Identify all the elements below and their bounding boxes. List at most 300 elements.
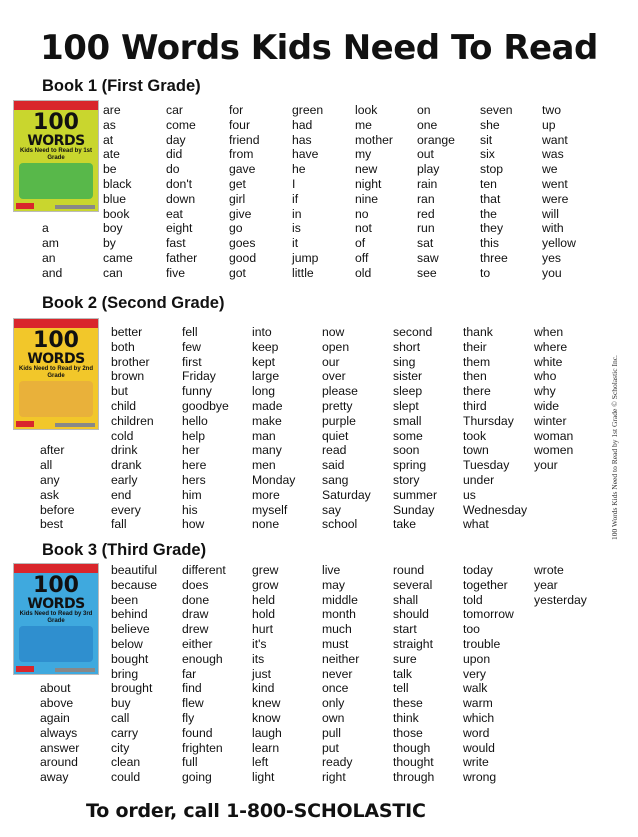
word-item: white xyxy=(534,354,563,369)
word-item: several xyxy=(393,577,433,592)
word-item: yes xyxy=(542,251,561,265)
word-item: jump xyxy=(292,251,319,265)
word-item: bring xyxy=(111,666,139,681)
word-item: thought xyxy=(393,755,434,770)
word-item: has xyxy=(292,132,312,147)
word-item: was xyxy=(542,147,564,162)
word-item: look xyxy=(355,103,378,117)
word-item: now xyxy=(322,325,345,339)
cover-subtitle: Kids Need to Read by 1st Grade xyxy=(19,148,93,161)
word-item: if xyxy=(292,191,299,206)
cover-footer xyxy=(55,205,95,209)
word-item: through xyxy=(393,770,435,785)
word-item: month xyxy=(322,607,356,622)
book-heading: Book 1 (First Grade) xyxy=(42,77,201,95)
word-item: rain xyxy=(417,177,438,191)
word-item: do xyxy=(166,162,180,177)
word-item: enough xyxy=(182,651,223,666)
word-item: don't xyxy=(166,177,193,191)
word-item: sleep xyxy=(393,384,423,399)
word-item: and xyxy=(42,265,63,280)
word-item: who xyxy=(534,369,557,384)
word-item: never xyxy=(322,666,353,681)
word-item: why xyxy=(534,384,556,399)
word-item: woman xyxy=(534,428,574,443)
word-item: grew xyxy=(252,563,279,577)
cover-footer xyxy=(55,423,95,427)
cover-words: WORDS xyxy=(27,133,85,149)
word-item: many xyxy=(252,443,282,458)
word-item: would xyxy=(463,740,495,755)
word-item: at xyxy=(103,132,114,147)
cover-number: 100 xyxy=(33,110,79,135)
word-item: city xyxy=(111,740,130,755)
word-item: how xyxy=(182,517,205,532)
word-item: fly xyxy=(182,711,195,725)
word-item: ran xyxy=(417,191,435,206)
word-item: us xyxy=(463,487,476,502)
word-item: hold xyxy=(252,607,276,622)
word-item: answer xyxy=(40,740,80,755)
word-item: I xyxy=(292,177,296,191)
word-item: story xyxy=(393,473,420,487)
word-item: trouble xyxy=(463,637,501,651)
word-item: girl xyxy=(229,191,246,206)
word-item: sang xyxy=(322,473,349,487)
word-item: should xyxy=(393,607,429,622)
word-item: day xyxy=(166,132,186,147)
word-item: end xyxy=(111,487,132,502)
word-item: find xyxy=(182,681,202,696)
word-item: off xyxy=(355,251,369,265)
word-item: please xyxy=(322,384,358,399)
word-item: run xyxy=(417,221,435,236)
word-item: yellow xyxy=(542,236,576,251)
word-item: going xyxy=(182,770,212,785)
word-item: both xyxy=(111,339,135,354)
word-item: brown xyxy=(111,369,145,384)
word-item: sing xyxy=(393,354,416,369)
word-item: only xyxy=(322,696,345,711)
order-footer: To order, call 1-800-SCHOLASTIC xyxy=(86,800,426,822)
word-item: around xyxy=(40,755,78,770)
word-item: see xyxy=(417,265,437,280)
word-item: call xyxy=(111,711,130,725)
word-item: sister xyxy=(393,369,423,384)
word-item: does xyxy=(182,577,209,592)
copyright-note-wrap xyxy=(610,355,620,780)
word-item: too xyxy=(463,622,480,637)
word-item: could xyxy=(111,770,141,785)
word-item: down xyxy=(166,191,196,206)
word-item: light xyxy=(252,770,275,785)
word-item: soon xyxy=(393,443,420,458)
word-item: help xyxy=(182,428,206,443)
word-item: before xyxy=(40,502,75,517)
cover-subtitle: Kids Need to Read by 2nd Grade xyxy=(18,366,93,379)
word-item: one xyxy=(417,117,438,132)
word-item: on xyxy=(417,103,431,117)
word-item: purple xyxy=(322,413,356,428)
book-cover xyxy=(13,563,99,675)
word-item: short xyxy=(393,339,421,354)
word-item: three xyxy=(480,251,508,265)
word-item: told xyxy=(463,592,483,607)
cover-footer xyxy=(55,668,95,672)
word-item: small xyxy=(393,413,422,428)
word-item: buy xyxy=(111,696,131,711)
word-item: four xyxy=(229,117,251,132)
word-item: as xyxy=(103,117,116,132)
word-item: had xyxy=(292,117,313,132)
word-item: early xyxy=(111,473,138,487)
word-item: fast xyxy=(166,236,186,251)
word-item: again xyxy=(40,711,70,725)
word-item: these xyxy=(393,696,423,711)
word-item: write xyxy=(463,755,489,770)
book-cover xyxy=(13,100,99,212)
word-item: gave xyxy=(229,162,256,177)
word-item: ready xyxy=(322,755,353,770)
word-item: very xyxy=(463,666,487,681)
word-item: they xyxy=(480,221,504,236)
word-item: funny xyxy=(182,384,212,399)
word-item: beautiful xyxy=(111,563,158,577)
publisher-logo xyxy=(16,203,34,209)
word-item: tomorrow xyxy=(463,607,514,622)
word-item: for xyxy=(229,103,244,117)
word-item: she xyxy=(480,117,500,132)
word-item: Tuesday xyxy=(463,458,510,473)
word-item: straight xyxy=(393,637,433,651)
word-item: ate xyxy=(103,147,120,162)
word-item: not xyxy=(355,221,372,236)
word-item: black xyxy=(103,177,132,191)
word-item: come xyxy=(166,117,196,132)
word-item: new xyxy=(355,162,378,177)
word-item: just xyxy=(252,666,271,681)
word-item: year xyxy=(534,577,558,592)
word-item: out xyxy=(417,147,434,162)
word-item: from xyxy=(229,147,254,162)
word-item: Saturday xyxy=(322,487,371,502)
word-item: best xyxy=(40,517,64,532)
word-item: have xyxy=(292,147,319,162)
word-item: mother xyxy=(355,132,393,147)
word-item: keep xyxy=(252,339,279,354)
word-item: my xyxy=(355,147,372,162)
word-item: five xyxy=(166,265,185,280)
word-item: red xyxy=(417,206,435,221)
word-item: because xyxy=(111,577,158,592)
word-item: blue xyxy=(103,191,127,206)
word-item: some xyxy=(393,428,423,443)
word-item: go xyxy=(229,221,243,236)
word-item: summer xyxy=(393,487,438,502)
word-item: put xyxy=(322,740,339,755)
word-item: second xyxy=(393,325,433,339)
word-item: done xyxy=(182,592,210,607)
word-item: into xyxy=(252,325,272,339)
word-item: thank xyxy=(463,325,493,339)
word-item: sit xyxy=(480,132,493,147)
word-item: came xyxy=(103,251,133,265)
word-item: her xyxy=(182,443,200,458)
word-item: am xyxy=(42,236,59,251)
word-item: learn xyxy=(252,740,280,755)
word-item: to xyxy=(480,265,491,280)
word-item: above xyxy=(40,696,74,711)
word-item: play xyxy=(417,162,440,177)
word-item: below xyxy=(111,637,143,651)
word-item: with xyxy=(542,221,564,236)
word-item: children xyxy=(111,413,154,428)
word-item: which xyxy=(463,711,495,725)
word-item: drink xyxy=(111,443,138,458)
word-item: green xyxy=(292,103,324,117)
word-item: say xyxy=(322,502,341,517)
word-item: held xyxy=(252,592,276,607)
word-item: wide xyxy=(534,399,560,413)
word-item: nine xyxy=(355,191,379,206)
word-item: though xyxy=(393,740,431,755)
word-item: drew xyxy=(182,622,209,637)
word-item: read xyxy=(322,443,347,458)
cover-number: 100 xyxy=(33,328,79,353)
word-item: them xyxy=(463,354,491,369)
word-item: middle xyxy=(322,592,358,607)
word-item: child xyxy=(111,399,137,413)
cover-illustration xyxy=(19,381,93,417)
cover-words: WORDS xyxy=(27,596,85,612)
word-item: car xyxy=(166,103,183,117)
word-item: left xyxy=(252,755,269,770)
word-item: today xyxy=(463,563,493,577)
word-item: pretty xyxy=(322,399,353,413)
word-item: sure xyxy=(393,651,417,666)
word-item: is xyxy=(292,221,301,236)
word-item: boy xyxy=(103,221,123,236)
word-item: round xyxy=(393,563,425,577)
word-item: an xyxy=(42,251,56,265)
word-item: open xyxy=(322,339,350,354)
word-item: get xyxy=(229,177,246,191)
word-item: a xyxy=(42,221,49,236)
word-item: upon xyxy=(463,651,491,666)
word-item: sat xyxy=(417,236,434,251)
word-item: want xyxy=(542,132,568,147)
word-item: old xyxy=(355,265,372,280)
word-item: night xyxy=(355,177,382,191)
word-item: always xyxy=(40,725,78,740)
word-item: tell xyxy=(393,681,409,696)
word-item: that xyxy=(480,191,501,206)
word-item: long xyxy=(252,384,276,399)
word-item: goodbye xyxy=(182,399,229,413)
word-item: me xyxy=(355,117,372,132)
word-item: can xyxy=(103,265,123,280)
word-item: man xyxy=(252,428,276,443)
word-item: may xyxy=(322,577,346,592)
word-item: fell xyxy=(182,325,198,339)
word-item: believe xyxy=(111,622,150,637)
word-item: talk xyxy=(393,666,412,681)
word-item: knew xyxy=(252,696,281,711)
word-item: wrote xyxy=(534,563,564,577)
publisher-logo xyxy=(16,666,34,672)
word-item: orange xyxy=(417,132,455,147)
word-item: neither xyxy=(322,651,360,666)
word-item: more xyxy=(252,487,280,502)
word-item: about xyxy=(40,681,71,696)
word-item: saw xyxy=(417,251,439,265)
word-item: its xyxy=(252,651,265,666)
word-item: together xyxy=(463,577,508,592)
word-item: friend xyxy=(229,132,260,147)
word-item: away xyxy=(40,770,69,785)
book-heading: Book 2 (Second Grade) xyxy=(42,294,225,312)
word-item: goes xyxy=(229,236,256,251)
word-item: school xyxy=(322,517,358,532)
word-item: but xyxy=(111,384,128,399)
word-item: brother xyxy=(111,354,150,369)
word-item: here xyxy=(182,458,207,473)
word-item: must xyxy=(322,637,349,651)
word-item: Wednesday xyxy=(463,502,528,517)
word-item: spring xyxy=(393,458,427,473)
word-item: seven xyxy=(480,103,513,117)
word-item: none xyxy=(252,517,280,532)
word-item: this xyxy=(480,236,499,251)
word-item: his xyxy=(182,502,198,517)
word-item: father xyxy=(166,251,198,265)
word-item: those xyxy=(393,725,423,740)
word-item: start xyxy=(393,622,417,637)
word-item: brought xyxy=(111,681,153,696)
publisher-logo xyxy=(16,421,34,427)
word-item: got xyxy=(229,265,246,280)
word-item: what xyxy=(463,517,489,532)
word-item: own xyxy=(322,711,345,725)
word-item: know xyxy=(252,711,281,725)
word-item: our xyxy=(322,354,340,369)
word-item: eat xyxy=(166,206,183,221)
word-item: by xyxy=(103,236,116,251)
word-item: did xyxy=(166,147,183,162)
word-item: right xyxy=(322,770,346,785)
word-item: once xyxy=(322,681,349,696)
word-item: full xyxy=(182,755,198,770)
word-item: walk xyxy=(463,681,488,696)
word-item: Monday xyxy=(252,473,296,487)
word-item: it xyxy=(292,236,299,251)
word-item: different xyxy=(182,563,226,577)
word-item: Sunday xyxy=(393,502,435,517)
word-item: wrong xyxy=(463,770,497,785)
word-item: ten xyxy=(480,177,497,191)
word-item: much xyxy=(322,622,352,637)
word-item: their xyxy=(463,339,487,354)
word-item: Thursday xyxy=(463,413,514,428)
copyright-note: 100 Words Kids Need to Read by 1st Grade © Scholastic Inc. xyxy=(610,355,619,540)
word-item: be xyxy=(103,162,117,177)
word-item: better xyxy=(111,325,143,339)
word-item: myself xyxy=(252,502,288,517)
word-item: there xyxy=(463,384,491,399)
word-item: live xyxy=(322,563,341,577)
word-item: found xyxy=(182,725,213,740)
word-item: shall xyxy=(393,592,419,607)
word-item: make xyxy=(252,413,282,428)
word-item: warm xyxy=(463,696,493,711)
cover-band xyxy=(14,564,98,573)
word-item: give xyxy=(229,206,252,221)
book-heading: Book 3 (Third Grade) xyxy=(42,541,207,559)
word-item: said xyxy=(322,458,345,473)
word-item: up xyxy=(542,117,556,132)
book-cover xyxy=(13,318,99,430)
word-item: were xyxy=(542,191,569,206)
word-item: men xyxy=(252,458,276,473)
word-item: word xyxy=(463,725,490,740)
word-item: any xyxy=(40,473,60,487)
word-item: carry xyxy=(111,725,139,740)
word-item: him xyxy=(182,487,202,502)
word-item: kept xyxy=(252,354,276,369)
word-item: think xyxy=(393,711,419,725)
word-item: ask xyxy=(40,487,59,502)
cover-band xyxy=(14,101,98,110)
word-item: quiet xyxy=(322,428,349,443)
word-item: you xyxy=(542,265,562,280)
cover-band xyxy=(14,319,98,328)
word-item: went xyxy=(542,177,568,191)
word-item: little xyxy=(292,265,314,280)
word-item: book xyxy=(103,206,130,221)
word-item: third xyxy=(463,399,487,413)
word-item: grow xyxy=(252,577,279,592)
cover-words: WORDS xyxy=(27,351,85,367)
word-item: after xyxy=(40,443,65,458)
word-item: drank xyxy=(111,458,142,473)
cover-illustration xyxy=(19,626,93,662)
word-item: hers xyxy=(182,473,206,487)
word-item: behind xyxy=(111,607,148,622)
word-item: he xyxy=(292,162,306,177)
word-item: either xyxy=(182,637,213,651)
word-item: good xyxy=(229,251,257,265)
word-item: pull xyxy=(322,725,341,740)
word-item: then xyxy=(463,369,487,384)
word-item: under xyxy=(463,473,495,487)
word-item: two xyxy=(542,103,561,117)
word-item: eight xyxy=(166,221,193,236)
word-item: where xyxy=(534,339,568,354)
word-item: your xyxy=(534,458,558,473)
word-item: yesterday xyxy=(534,592,587,607)
word-item: will xyxy=(542,206,559,221)
word-item: been xyxy=(111,592,139,607)
word-item: we xyxy=(542,162,558,177)
word-item: stop xyxy=(480,162,504,177)
page-title: 100 Words Kids Need To Read xyxy=(40,28,598,68)
word-item: no xyxy=(355,206,369,221)
word-item: cold xyxy=(111,428,134,443)
word-item: take xyxy=(393,517,417,532)
word-item: six xyxy=(480,147,495,162)
word-item: Friday xyxy=(182,369,216,384)
word-item: draw xyxy=(182,607,209,622)
